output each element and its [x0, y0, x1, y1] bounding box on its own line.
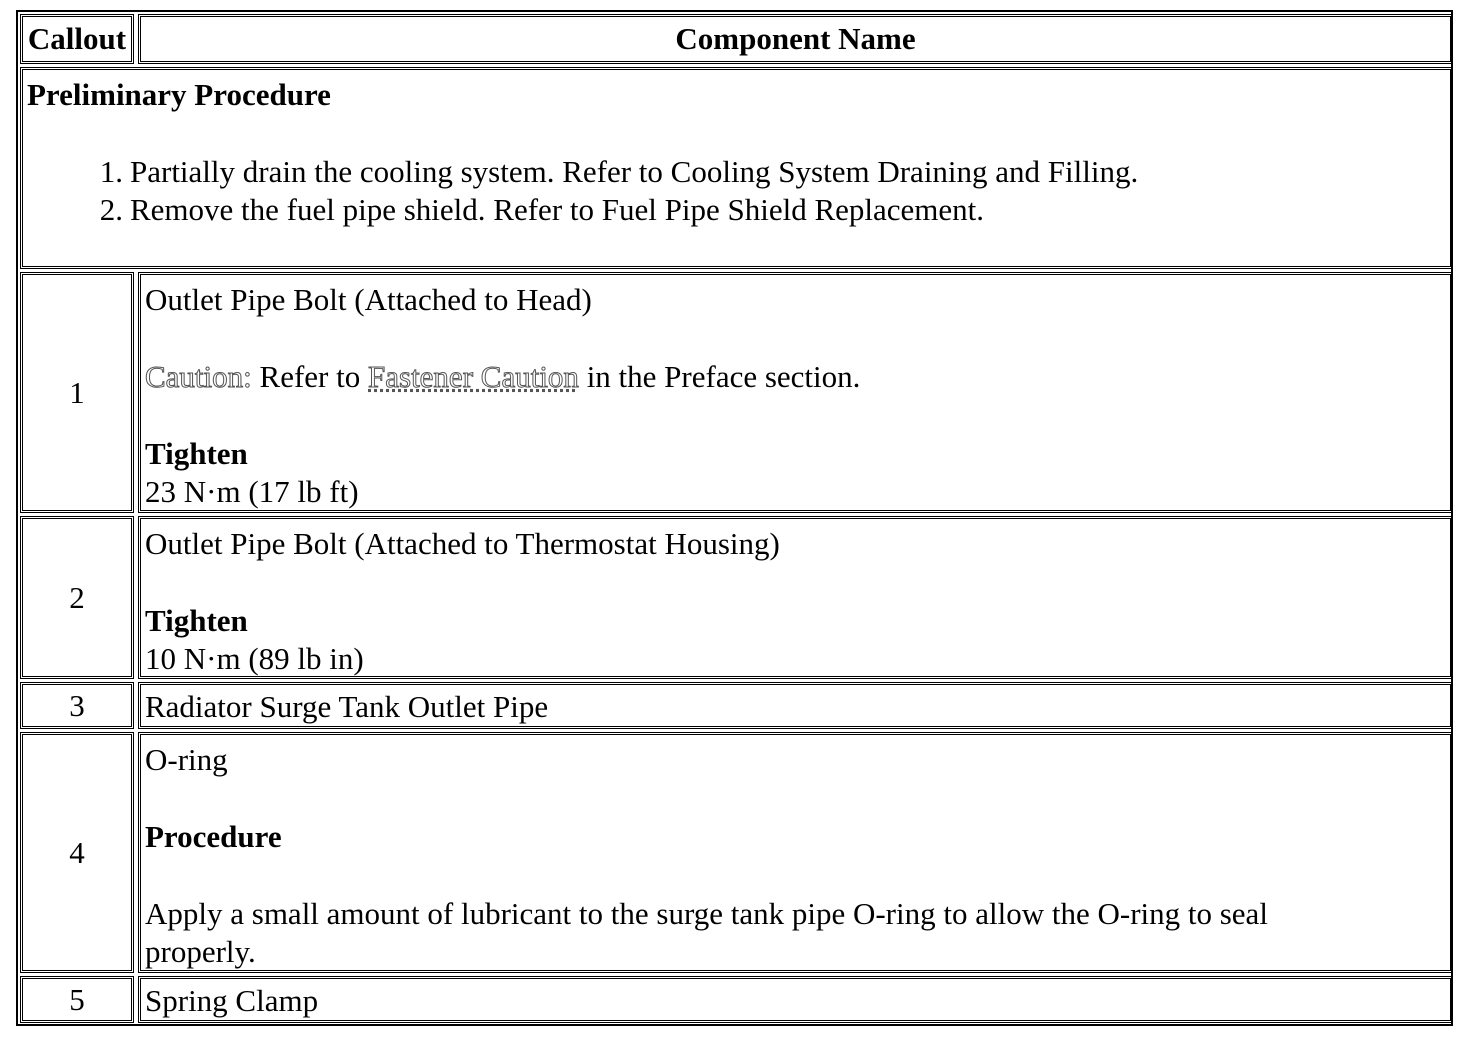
fastener-caution-link[interactable]: Fastener Caution	[368, 359, 579, 394]
callout-number: 1	[69, 374, 85, 410]
callout-cell-3	[20, 682, 134, 729]
caution-label: Caution:	[145, 359, 252, 394]
preliminary-procedure-title: Preliminary Procedure	[27, 77, 331, 112]
component-name: Outlet Pipe Bolt (Attached to Head)	[145, 282, 592, 317]
header-component-name	[138, 14, 1453, 64]
component-name: Outlet Pipe Bolt (Attached to Thermostat Housing)	[145, 526, 780, 561]
tighten-label: Tighten	[145, 436, 248, 471]
preliminary-procedure-cell	[20, 67, 1453, 269]
callout-cell-5	[20, 976, 134, 1023]
component-name: Spring Clamp	[145, 983, 319, 1018]
preliminary-step	[27, 153, 1450, 191]
step-number: 1.	[99, 154, 123, 189]
preliminary-step	[27, 191, 1450, 229]
callout-number: 3	[69, 687, 85, 723]
component-cell-4	[138, 732, 1453, 973]
callout-number: 2	[69, 579, 85, 615]
callout-number: 5	[69, 981, 85, 1017]
torque-spec: 23 N·m (17 lb ft)	[145, 474, 359, 509]
step-number: 2.	[99, 192, 123, 227]
component-cell-2	[138, 516, 1453, 679]
tighten-label: Tighten	[145, 603, 248, 638]
torque-spec: 10 N·m (89 lb in)	[145, 641, 364, 676]
component-name: O-ring	[145, 742, 228, 777]
component-cell-5	[138, 976, 1453, 1023]
caution-text-pre: Refer to	[251, 359, 368, 394]
component-name: Radiator Surge Tank Outlet Pipe	[145, 689, 549, 724]
callout-number: 4	[69, 834, 85, 870]
procedure-label: Procedure	[145, 819, 282, 854]
header-callout	[20, 14, 134, 64]
header-callout-label: Callout	[27, 21, 127, 56]
callout-cell-4	[20, 732, 134, 973]
callout-cell-1	[20, 272, 134, 513]
component-cell-1	[138, 272, 1453, 513]
procedure-text: Apply a small amount of lubricant to the surge tank pipe O-ring to allow the O-ring to seal properly.	[145, 896, 1268, 969]
caution-text-post: in the Preface section.	[578, 359, 861, 394]
step-text: Partially drain the cooling system. Refer to Cooling System Draining and Filling.	[130, 154, 1139, 189]
step-text: Remove the fuel pipe shield. Refer to Fuel Pipe Shield Replacement.	[130, 192, 985, 227]
callout-cell-2	[20, 516, 134, 679]
preliminary-steps	[27, 153, 1450, 229]
component-cell-3	[138, 682, 1453, 729]
caution-line	[145, 358, 1450, 396]
header-component-name-label: Component Name	[675, 21, 916, 56]
